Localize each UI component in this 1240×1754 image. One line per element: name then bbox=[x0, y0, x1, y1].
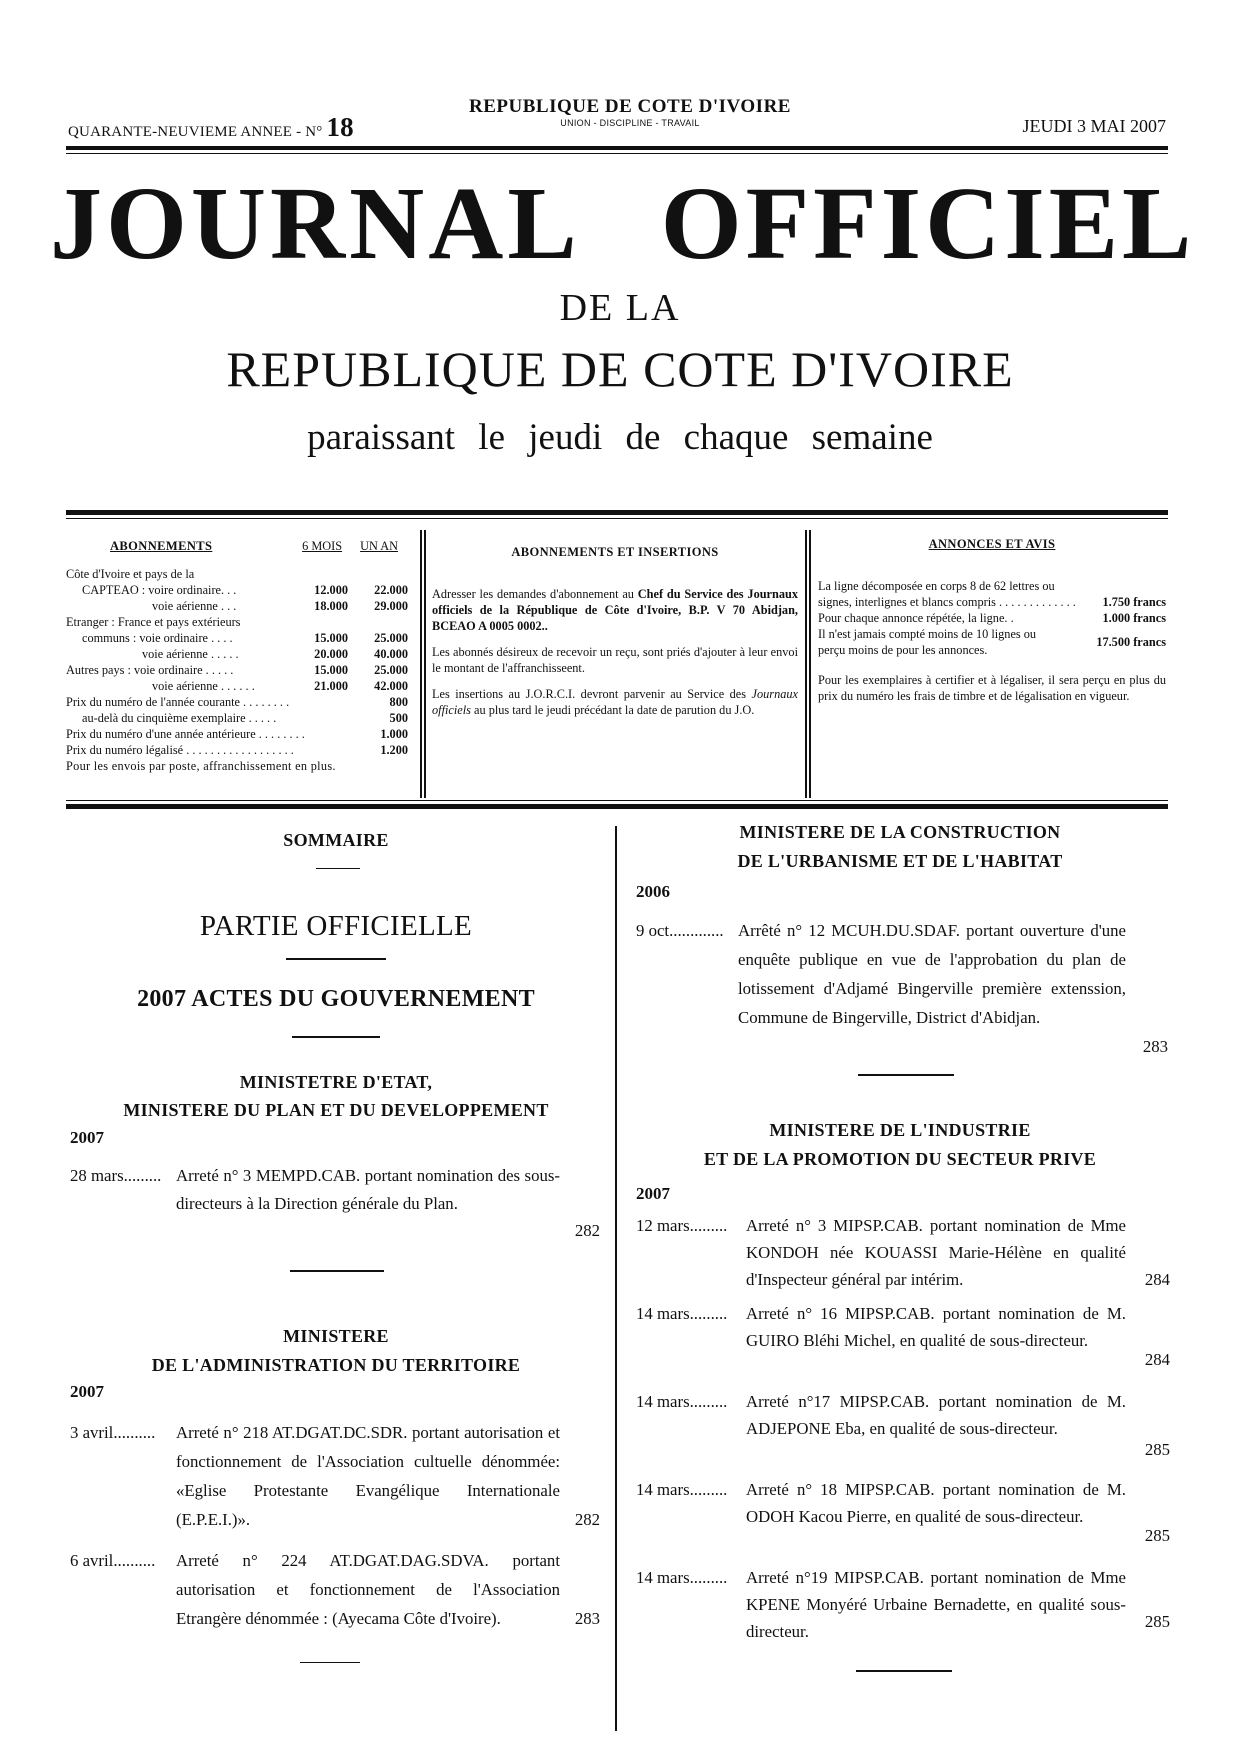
year-label: 2006 bbox=[636, 882, 670, 901]
sommaire-entry[interactable] bbox=[636, 1564, 1176, 1654]
partie-officielle-heading: PARTIE OFFICIELLE bbox=[199, 910, 473, 942]
price-row: Prix du numéro d'une année antérieure . . . . . . . . 1.000 bbox=[66, 727, 408, 741]
edition-label: QUARANTE-NEUVIEME ANNEE - N° bbox=[68, 124, 323, 140]
entry-date: 14 mars......... bbox=[636, 1304, 728, 1323]
sommaire-entry[interactable] bbox=[636, 1212, 1176, 1302]
entry-page: 283 bbox=[574, 1609, 600, 1628]
entry-text: Arrêté n° 12 MCUH.DU.SDAF. portant ouverture d'une enquête publique en vue de l'approbation du plan de lotissement d'Adjamé Bingerville première extenssion, Commune de Bingerville, District d'Abidjan. bbox=[738, 921, 1126, 1027]
entry-page: 284 bbox=[1144, 1350, 1170, 1369]
insertions-address-bold: Chef du Service des Journaux officiels de la République de Côte d'Ivoire, B.P. V 70 Abidjan, BCEAO A 0005 0002.. bbox=[432, 587, 798, 633]
journal-subtitle-de-la: DE LA bbox=[559, 287, 681, 329]
abonnements-col-6mois: 6 MOIS bbox=[302, 539, 343, 553]
infobox-rule-bottom-thin bbox=[66, 800, 1168, 801]
masthead-rule-top-thin bbox=[66, 153, 1168, 154]
ministry-heading-construction: MINISTERE DE LA CONSTRUCTION DE L'URBANISME ET DE L'HABITAT bbox=[737, 822, 1063, 871]
price-row: Prix du numéro légalisé . . . . . . . . . . . . . . . . . . 1.200 bbox=[66, 743, 408, 757]
journal-subtitle-republic: REPUBLIQUE DE COTE D'IVOIRE bbox=[226, 341, 1014, 397]
entry-date: 14 mars......... bbox=[636, 1568, 728, 1587]
abonnement-row: Etranger : France et pays extérieurs bbox=[66, 615, 241, 629]
infobox-rule-top-thin bbox=[66, 518, 1168, 519]
entry-page: 283 bbox=[1142, 1037, 1168, 1056]
entry-text: Arreté n°19 MIPSP.CAB. portant nomination de Mme KPENE Monyéré Urbaine Bernadette, en qualité sous-directeur. bbox=[746, 1568, 1126, 1641]
section-rule bbox=[290, 1270, 384, 1272]
entry-date: 28 mars......... bbox=[70, 1166, 162, 1185]
masthead-rule-top bbox=[66, 146, 1168, 150]
entry-page: 285 bbox=[1144, 1612, 1170, 1631]
journal-title bbox=[50, 166, 1196, 281]
journal-tagline: paraissant le jeudi de chaque semaine bbox=[307, 417, 933, 458]
ministry-heading-industrie: MINISTERE DE L'INDUSTRIE ET DE LA PROMOTION DU SECTEUR PRIVE bbox=[703, 1120, 1097, 1169]
actes-heading: 2007 ACTES DU GOUVERNEMENT bbox=[137, 986, 535, 1012]
annonces-row: Il n'est jamais compté moins de 10 lignes ou perçu moins de pour les annonces. 17.500 francs bbox=[818, 627, 1166, 657]
entry-text: Arreté n° 3 MEMPD.CAB. portant nomination des sous-directeurs à la Direction générale du Plan. bbox=[176, 1166, 560, 1213]
section-rule bbox=[300, 1662, 360, 1663]
column-divider bbox=[615, 826, 617, 1731]
abonnement-row: communs : voie ordinaire . . . . 15.000 25.000 bbox=[82, 631, 408, 645]
entry-date: 3 avril.......... bbox=[70, 1423, 156, 1442]
actes-rule bbox=[292, 1036, 380, 1038]
insertions-deadline-note: Les insertions au J.O.R.C.I. devront parvenir au Service des Journaux officiels au plus tard le jeudi précédant la date de parution du J.O. bbox=[432, 687, 798, 717]
journal-title-word1: JOURNAL bbox=[50, 166, 581, 281]
sommaire-rule bbox=[316, 868, 360, 869]
year-label: 2007 bbox=[70, 1128, 104, 1147]
price-row: au-delà du cinquième exemplaire . . . . . 500 bbox=[82, 711, 408, 725]
entry-date: 6 avril.......... bbox=[70, 1551, 156, 1570]
year-label: 2007 bbox=[636, 1184, 670, 1203]
entry-text: Arreté n° 3 MIPSP.CAB. portant nomination de Mme KONDOH née KOUASSI Marie-Hélène en qualité d'Inspecteur général par intérim. bbox=[746, 1216, 1126, 1289]
entry-page: 285 bbox=[1144, 1440, 1170, 1459]
abonnement-row: Autres pays : voie ordinaire . . . . . 15.000 25.000 bbox=[66, 663, 408, 677]
sommaire-entry[interactable] bbox=[70, 1162, 610, 1252]
national-motto: UNION - DISCIPLINE - TRAVAIL bbox=[560, 118, 700, 128]
postage-note: Pour les envois par poste, affranchissement en plus. bbox=[66, 759, 336, 773]
entry-page: 282 bbox=[574, 1221, 600, 1240]
abonnements-rows bbox=[66, 566, 408, 774]
sommaire-entry[interactable] bbox=[636, 1388, 1176, 1478]
annonces-row: La ligne décomposée en corps 8 de 62 lettres ou signes, interlignes et blancs compris . . . . . . . . . . . . . 1.750 francs bbox=[818, 579, 1166, 609]
price-row: Prix du numéro de l'année courante . . . . . . . . 800 bbox=[66, 695, 408, 709]
entry-date: 14 mars......... bbox=[636, 1392, 728, 1411]
issue-date: JEUDI 3 MAI 2007 bbox=[1022, 116, 1166, 136]
section-rule bbox=[856, 1670, 952, 1672]
ministry-heading-plan: MINISTETRE D'ETAT, MINISTERE DU PLAN ET DU DEVELOPPEMENT bbox=[123, 1072, 549, 1120]
abonnements-col-unan: UN AN bbox=[360, 539, 398, 553]
infobox-rule-top bbox=[66, 510, 1168, 515]
ministry-heading-territoire: MINISTERE DE L'ADMINISTRATION DU TERRITOIRE bbox=[151, 1326, 521, 1375]
insertions-panel bbox=[432, 530, 798, 796]
sommaire-entry[interactable] bbox=[636, 1300, 1176, 1390]
abonnement-row: voie aérienne . . . 18.000 29.000 bbox=[152, 599, 408, 613]
abonnement-row: voie aérienne . . . . . 20.000 40.000 bbox=[142, 647, 408, 661]
sommaire-entry[interactable] bbox=[70, 1546, 610, 1646]
sommaire-entry[interactable] bbox=[70, 1418, 610, 1538]
annonces-title: ANNONCES ET AVIS bbox=[928, 537, 1056, 551]
section-rule bbox=[858, 1074, 954, 1076]
year-label: 2007 bbox=[70, 1382, 104, 1401]
partie-rule bbox=[286, 958, 386, 960]
infobox-divider-1 bbox=[420, 530, 422, 798]
insertions-address: Adresser les demandes d'abonnement au Chef du Service des Journaux officiels de la République de Côte d'Ivoire, B.P. V 70 Abidjan, BCEAO A 0005 0002.. bbox=[432, 587, 798, 633]
abonnements-panel bbox=[66, 530, 408, 796]
insertions-receipt-note: Les abonnés désireux de recevoir un reçu, sont priés d'ajouter à leur envoi le montant de l'affranchisseent. bbox=[432, 645, 798, 675]
entry-text: Arreté n°17 MIPSP.CAB. portant nomination de M. ADJEPONE Eba, en qualité de sous-directeur. bbox=[746, 1392, 1126, 1438]
entry-text: Arreté n° 16 MIPSP.CAB. portant nomination de M. GUIRO Bléhi Michel, en qualité de sous-directeur. bbox=[746, 1304, 1126, 1350]
annonces-legalisation-note: Pour les exemplaires à certifier et à légaliser, il sera perçu en plus du prix du numéro les frais de timbre et de légalisation en vigueur. bbox=[818, 673, 1166, 703]
abonnement-row: Côte d'Ivoire et pays de la bbox=[66, 567, 195, 581]
entry-text: Arreté n° 218 AT.DGAT.DC.SDR. portant autorisation et fonctionnement de l'Association cultuelle dénommée: «Eglise Protestante Evangélique Internationale (E.P.E.I.)». bbox=[176, 1423, 560, 1529]
infobox-divider-2b bbox=[809, 530, 811, 798]
infobox-divider-1b bbox=[424, 530, 426, 798]
infobox-divider-2 bbox=[805, 530, 807, 798]
sommaire-entry[interactable] bbox=[636, 916, 1176, 1056]
journal-title-word2: OFFICIEL bbox=[660, 166, 1196, 281]
entry-date: 14 mars......... bbox=[636, 1480, 728, 1499]
abonnement-row: voie aérienne . . . . . . 21.000 42.000 bbox=[152, 679, 408, 693]
sommaire-title: SOMMAIRE bbox=[283, 830, 389, 850]
entry-text: Arreté n° 18 MIPSP.CAB. portant nomination de M. ODOH Kacou Pierre, en qualité de sous-directeur. bbox=[746, 1480, 1126, 1526]
entry-page: 285 bbox=[1144, 1526, 1170, 1545]
entry-page: 282 bbox=[574, 1510, 600, 1529]
entry-page: 284 bbox=[1144, 1270, 1170, 1289]
abonnements-title: ABONNEMENTS bbox=[110, 539, 213, 553]
entry-text: Arreté n° 224 AT.DGAT.DAG.SDVA. portant autorisation et fonctionnement de l'Association Etrangère dénommée : (Ayecama Côte d'Ivoire). bbox=[176, 1551, 560, 1628]
republic-name: REPUBLIQUE DE COTE D'IVOIRE bbox=[469, 96, 791, 117]
entry-date: 12 mars......... bbox=[636, 1216, 728, 1235]
infobox-rule-bottom bbox=[66, 804, 1168, 809]
edition-line bbox=[68, 112, 354, 143]
annonces-row: Pour chaque annonce répétée, la ligne. . 1.000 francs bbox=[818, 611, 1166, 625]
entry-date: 9 oct............. bbox=[636, 921, 724, 940]
annonces-panel bbox=[818, 530, 1166, 796]
republic-block bbox=[430, 96, 830, 128]
abonnements-header bbox=[66, 530, 408, 554]
insertions-title: ABONNEMENTS ET INSERTIONS bbox=[511, 545, 719, 559]
abonnement-row: CAPTEAO : voire ordinaire. . . 12.000 22.000 bbox=[82, 583, 408, 597]
issue-number: 18 bbox=[326, 112, 354, 142]
sommaire-entry[interactable] bbox=[636, 1476, 1176, 1566]
